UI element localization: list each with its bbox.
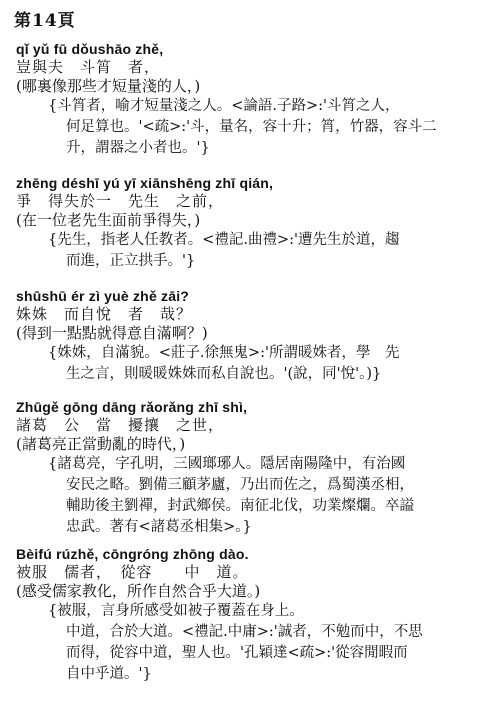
note-line: 升，謂器之小者也。'} — [66, 140, 210, 156]
annotation-note — [48, 343, 488, 385]
gloss-line: (在一位老先生面前爭得失，) — [16, 211, 201, 229]
pinyin-line: Zhūgě gōng dāng rǎorǎng zhī shì, — [16, 399, 248, 415]
note-line: {姝姝，自滿貌。<莊子.徐無鬼>:'所謂暖姝者，學 先 — [48, 345, 400, 361]
annotation-note — [48, 601, 488, 685]
gloss-line: (諸葛亮正當動亂的時代，) — [16, 435, 186, 453]
entry-5 — [16, 545, 486, 685]
hanzi-line: 爭 得失於一 先生 之前， — [16, 192, 225, 210]
note-line: 安民之略。劉備三顧茅廬，乃出而佐之，爲蜀漢丞相， — [66, 477, 414, 493]
hanzi-line: 被服 儒者， 從容 中 道。 — [16, 563, 249, 581]
entry-4 — [16, 398, 486, 538]
annotation-note — [48, 230, 488, 272]
note-line: 中道，合於大道。<禮記.中庸>:'誠者，不勉而中，不思 — [66, 624, 423, 640]
pinyin-line: qǐ yǔ fū dǒushāo zhě, — [16, 41, 164, 57]
annotation-note — [48, 96, 488, 159]
gloss-line: (感受儒家教化，所作自然合乎大道。) — [16, 582, 261, 600]
pinyin-line: shūshū ér zì yuè zhě zāi? — [16, 288, 190, 304]
hanzi-line: 諸葛 公 當 擾攘 之世， — [16, 416, 225, 434]
note-line: 生之言，則暖暖姝姝而私自說也。'(說，同'悅'。)} — [66, 366, 382, 382]
note-line: {先生，指老人任教者。<禮記.曲禮>:'遭先生於道，趨 — [48, 232, 400, 248]
hanzi-line: 豈與夫 斗筲 者， — [16, 58, 161, 76]
note-line: 而得，從容中道，聖人也。'孔穎達<疏>:'從容閒暇而 — [66, 645, 408, 661]
note-line: 忠武。著有<諸葛丞相集>。} — [66, 519, 252, 535]
note-line: 何足算也。'<疏>:'斗，量名，容十升；筲，竹器，容斗二 — [66, 119, 437, 135]
pinyin-line: Bèifú rúzhě, cōngróng zhōng dào. — [16, 546, 249, 562]
note-line: 自中乎道。'} — [66, 666, 152, 682]
gloss-line: (哪裏像那些才短量淺的人，) — [16, 77, 201, 95]
note-line: 輔助後主劉禪，封武鄉侯。南征北伐，功業燦爛。卒謚 — [66, 498, 414, 514]
page-number: 第14頁 — [14, 11, 76, 31]
note-line: {斗筲者，喻才短量淺之人。<論語.子路>:'斗筲之人， — [48, 98, 400, 114]
gloss-line: (得到一點點就得意自滿啊？) — [16, 324, 208, 342]
entry-2 — [16, 174, 486, 272]
annotation-note — [48, 454, 488, 538]
entry-1 — [16, 40, 486, 159]
note-line: {諸葛亮，字孔明，三國瑯琊人。隱居南陽隆中，有治國 — [48, 456, 406, 472]
note-line: 而進，正立拱手。'} — [66, 253, 196, 269]
note-line: {被服，言身所感受如被子覆蓋在身上。 — [48, 603, 304, 619]
pinyin-line: zhēng déshī yú yī xiānshēng zhī qián, — [16, 175, 274, 191]
hanzi-line: 姝姝 而自悅 者 哉？ — [16, 305, 193, 323]
entry-3 — [16, 287, 486, 385]
